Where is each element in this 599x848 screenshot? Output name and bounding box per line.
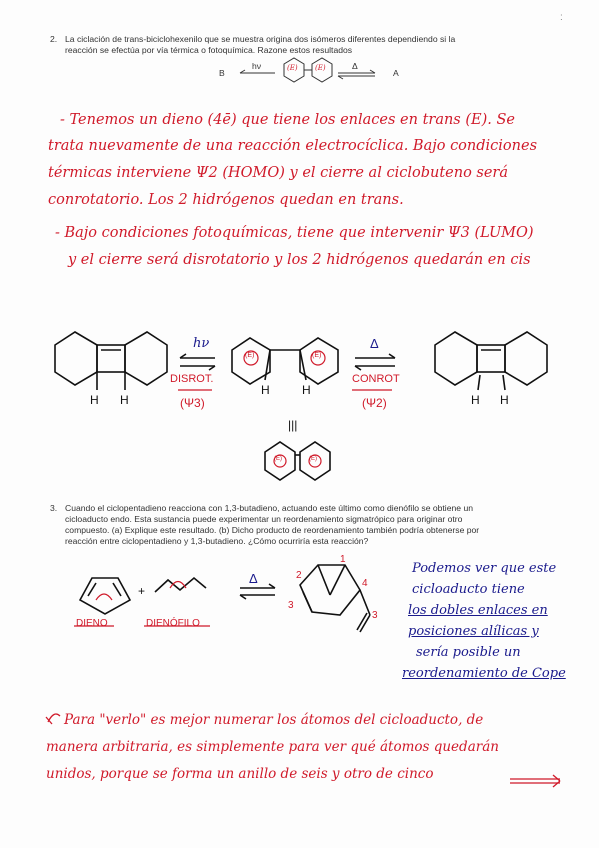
scheme-2-hv: hν <box>252 61 262 71</box>
scheme-2-e-left: (E) <box>245 352 255 359</box>
h-mid-1: H <box>261 383 270 397</box>
note-3-line5: sería posible un <box>416 645 521 660</box>
question-3-text-line3: compuesto. (a) Explique este resultado. (b) Dicho producto de reordenamiento también podría obtenerse por <box>65 525 480 535</box>
atom-num-2: 2 <box>296 570 302 581</box>
answer-2-line4: conrotatorio. Los 2 hidrógenos quedan en trans. <box>48 192 404 208</box>
scheme-2-delta-label: Δ <box>370 336 379 351</box>
question-3-number: 3. <box>50 503 58 513</box>
answer-2-line6: y el cierre será disrotatorio y los 2 hidrógenos quedarán en cis <box>68 252 531 268</box>
question-3-text-line4: reacción entre ciclopentadieno y 1,3-butadieno. ¿Cómo ocurriría esta reacción? <box>65 536 369 546</box>
scheme-3-delta: Δ <box>249 571 258 586</box>
note-3-line4: posiciones alílicas y <box>408 624 539 639</box>
footer-note-line1: Para "verlo" es mejor numerar los átomos del cicloaducto, de <box>64 712 484 728</box>
note-3-line2: cicloaducto tiene <box>412 582 525 597</box>
question-3-text-line1: Cuando el ciclopentadieno reacciona con 1,3-butadieno, actuando este último como dienófilo se obtiene un <box>65 503 474 513</box>
answer-2-line5: - Bajo condiciones fotoquímicas, tiene que intervenir Ψ3 (LUMO) <box>55 225 534 241</box>
scheme-3-plus: + <box>138 584 146 598</box>
scheme-2-disrot-label: DISROT. <box>170 373 214 385</box>
h-left-1: H <box>90 393 99 407</box>
h-right-2: H <box>500 393 509 407</box>
scheme-2-psi2-label: (Ψ2) <box>362 396 387 410</box>
question-3-text-line2: cicloaducto endo. Esta sustancia puede experimentar un reordenamiento sigmatrópico para originar otro <box>65 514 463 524</box>
scheme-2-psi3-label: (Ψ3) <box>180 396 205 410</box>
h-left-2: H <box>120 393 129 407</box>
question-2-text-line2: reacción se efectúa por vía térmica o fotoquímica. Razone estos resultados <box>65 45 353 55</box>
answer-2-line3: térmicas interviene Ψ2 (HOMO) y el cierre al ciclobuteno será <box>48 165 508 181</box>
atom-num-1: 1 <box>340 554 346 565</box>
atom-num-3a: 3 <box>288 600 294 611</box>
scheme-2-product-b: B <box>219 68 225 78</box>
scheme-2-e-bottom-right: (E) <box>309 456 317 462</box>
scheme-2-e-bottom-left: (E) <box>274 456 282 462</box>
scheme-2-delta: Δ <box>352 61 358 71</box>
scheme-2-conrot-label: CONROT <box>352 373 400 385</box>
note-3-line1: Podemos ver que este <box>412 561 557 576</box>
question-2-text-line1: La ciclación de trans-biciclohexenilo que se muestra origina dos isómeros diferentes dependiendo si la <box>65 34 456 44</box>
scheme-2-ring-label-right: (E) <box>315 64 326 72</box>
corner-mark: : <box>560 12 563 23</box>
dieno-label: DIENO <box>76 618 108 629</box>
h-right-1: H <box>471 393 480 407</box>
answer-2-line1: - Tenemos un dieno (4ē) que tiene los enlaces en trans (E). Se <box>60 112 515 128</box>
atom-num-4: 4 <box>362 578 368 589</box>
equivalence-mark: ||| <box>288 418 298 432</box>
note-3-line6: reordenamiento de Cope <box>402 666 566 681</box>
scheme-2-ring-label-left: (E) <box>287 64 298 72</box>
atom-num-3b: 3 <box>372 610 378 621</box>
h-mid-2: H <box>302 383 311 397</box>
dienofilo-label: DIENÓFILO <box>146 618 200 629</box>
scheme-2-product-a: A <box>393 68 399 78</box>
question-2-number: 2. <box>50 34 58 44</box>
scheme-2-e-right: (E) <box>312 352 322 359</box>
scheme-2-hv-label: hν <box>193 336 210 351</box>
note-3-line3: los dobles enlaces en <box>408 603 548 618</box>
footer-note-line3: unidos, porque se forma un anillo de seis y otro de cinco <box>46 766 434 782</box>
footer-note-line2: manera arbitraria, es simplemente para ver qué átomos quedarán <box>46 739 499 755</box>
answer-2-line2: trata nuevamente de una reacción electrocíclica. Bajo condiciones <box>48 138 538 154</box>
